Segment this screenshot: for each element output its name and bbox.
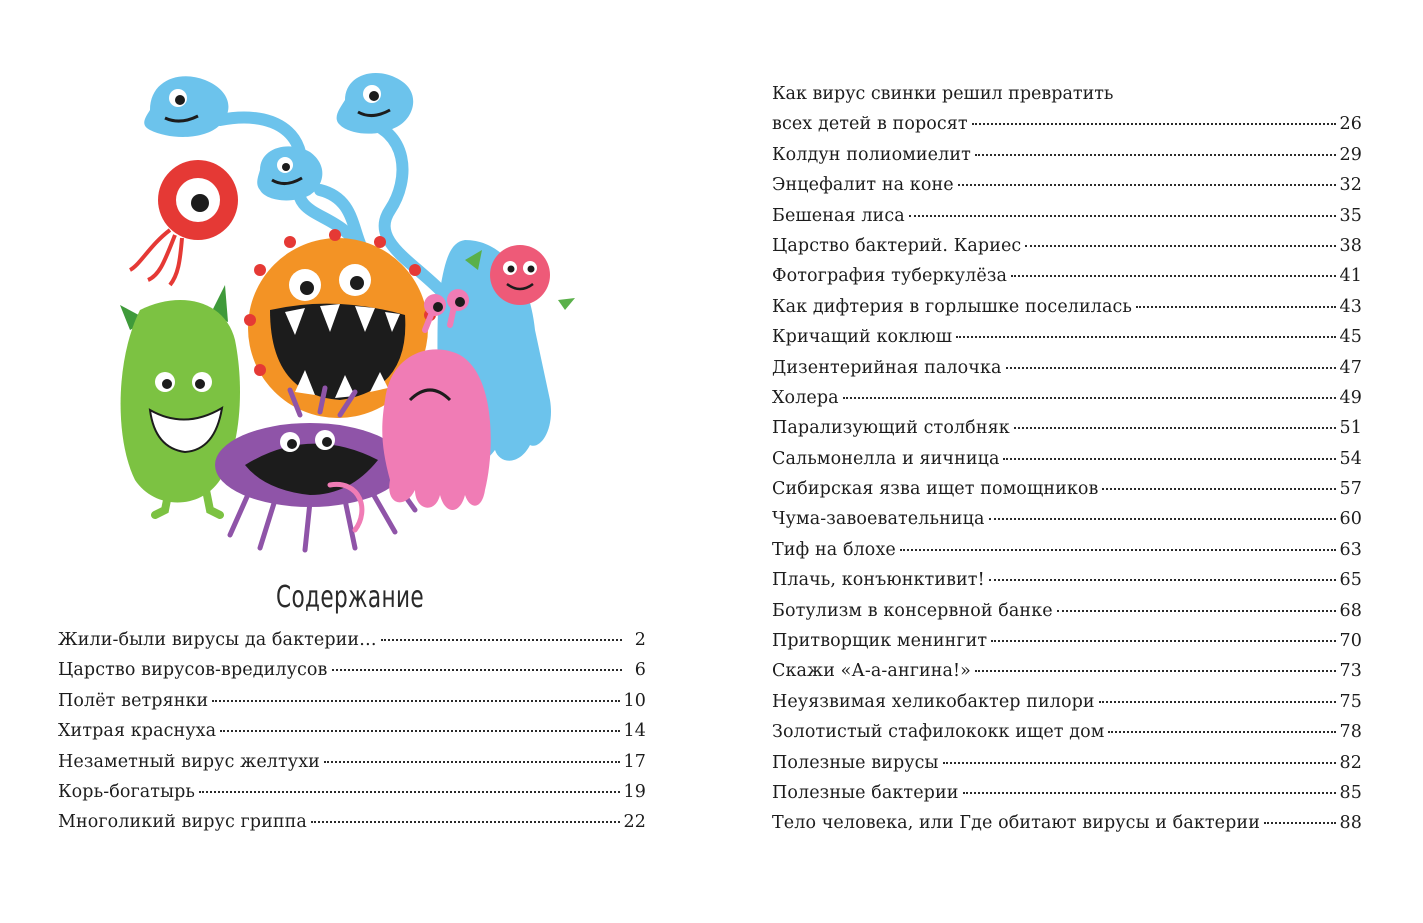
- entry-page: 6: [634, 660, 646, 681]
- toc-entry[interactable]: [772, 266, 1362, 296]
- leader-dots: [1057, 610, 1336, 612]
- leader-dots: [958, 184, 1336, 186]
- entry-title: Бешеная лиса: [772, 205, 905, 226]
- toc-entry[interactable]: [772, 601, 1362, 631]
- entry-title: Как вирус свинки решил превратить: [772, 84, 1114, 104]
- toc-entry[interactable]: [772, 479, 1362, 509]
- entry-title: Царство вирусов-вредилусов: [58, 660, 328, 681]
- entry-page: 49: [1339, 387, 1362, 408]
- entry-title: Притворщик менингит: [772, 631, 988, 652]
- leader-dots: [900, 549, 1336, 551]
- leader-dots: [989, 579, 1336, 581]
- entry-page: 14: [623, 721, 646, 742]
- entry-title: Кричащий коклюш: [772, 327, 953, 348]
- entry-page: 47: [1339, 357, 1362, 378]
- toc-entry[interactable]: [772, 753, 1362, 783]
- entry-title: Чума-завоевательница: [772, 509, 985, 530]
- toc-entry[interactable]: [772, 145, 1362, 175]
- leader-dots: [212, 700, 619, 702]
- entry-title: Как дифтерия в горлышке поселилась: [772, 296, 1133, 317]
- leader-dots: [1102, 488, 1335, 490]
- entry-page: 26: [1339, 114, 1362, 135]
- entry-title: Царство бактерий. Кариес: [772, 235, 1022, 256]
- leader-dots: [1136, 306, 1336, 308]
- leader-dots: [1006, 367, 1336, 369]
- entry-page: 70: [1339, 631, 1362, 652]
- entry-title: Незаметный вирус желтухи: [58, 751, 320, 772]
- leader-dots: [199, 791, 619, 793]
- entry-page: 10: [623, 690, 646, 711]
- entry-title: Неуязвимая хеликобактер пилори: [772, 691, 1095, 712]
- toc-entry[interactable]: [772, 358, 1362, 388]
- entry-title: Фотография туберкулёза: [772, 266, 1008, 287]
- leader-dots: [963, 792, 1336, 794]
- toc-entry[interactable]: [772, 783, 1362, 813]
- toc-entry[interactable]: [58, 782, 646, 812]
- entry-title: Жили-были вирусы да бактерии…: [58, 630, 377, 650]
- entry-page: 51: [1339, 418, 1362, 439]
- entry-page: 29: [1339, 144, 1362, 165]
- toc-entry[interactable]: [772, 692, 1362, 722]
- entry-page: 17: [623, 751, 646, 772]
- toc-entry[interactable]: [58, 630, 646, 660]
- entry-page: 43: [1339, 296, 1362, 317]
- toc-entry-first-line[interactable]: [772, 84, 1362, 114]
- entry-title: Дизентерийная палочка: [772, 357, 1002, 378]
- entry-title: Парализующий столбняк: [772, 418, 1010, 439]
- toc-entry[interactable]: [772, 327, 1362, 357]
- toc-entry[interactable]: [772, 175, 1362, 205]
- entry-title: Полезные вирусы: [772, 752, 939, 773]
- entry-page: 22: [623, 812, 646, 833]
- toc-entry[interactable]: [58, 752, 646, 782]
- entry-page: 65: [1339, 570, 1362, 591]
- entry-page: 75: [1339, 691, 1362, 712]
- entry-title: Полёт ветрянки: [58, 690, 209, 711]
- entry-page: 45: [1339, 327, 1362, 348]
- toc-entry[interactable]: [772, 722, 1362, 752]
- toc-entry[interactable]: [772, 540, 1362, 570]
- entry-title: Золотистый стафилококк ищет дом: [772, 722, 1105, 743]
- leader-dots: [1011, 275, 1336, 277]
- leader-dots: [220, 730, 619, 732]
- toc-entry[interactable]: [772, 661, 1362, 691]
- leader-dots: [332, 669, 622, 671]
- entry-title: Холера: [772, 387, 839, 408]
- entry-title: Плачь, конъюнктивит!: [772, 570, 985, 591]
- leader-dots: [972, 123, 1336, 125]
- toc-entry[interactable]: [58, 721, 646, 751]
- toc-entry[interactable]: [772, 388, 1362, 418]
- leader-dots: [909, 215, 1336, 217]
- entry-title: Колдун полиомиелит: [772, 144, 971, 165]
- leader-dots: [1014, 427, 1336, 429]
- entry-title: Энцефалит на коне: [772, 175, 954, 196]
- entry-page: 41: [1339, 266, 1362, 287]
- monsters-illustration: [110, 70, 590, 560]
- toc-list-right: [772, 84, 1362, 844]
- entry-page: 82: [1339, 752, 1362, 773]
- blue-ghost-1: [144, 76, 228, 137]
- entry-page: 68: [1339, 600, 1362, 621]
- toc-entry[interactable]: [772, 570, 1362, 600]
- entry-title: Ботулизм в консервной банке: [772, 600, 1053, 621]
- entry-page: 38: [1339, 235, 1362, 256]
- leader-dots: [843, 397, 1336, 399]
- leader-dots: [1099, 701, 1336, 703]
- entry-page: 78: [1339, 722, 1362, 743]
- leader-dots: [324, 761, 620, 763]
- leader-dots: [1108, 731, 1335, 733]
- entry-page: 2: [634, 630, 646, 650]
- leader-dots: [956, 336, 1335, 338]
- entry-title: Сибирская язва ищет помощников: [772, 479, 1099, 500]
- toc-heading: Содержание: [276, 580, 424, 615]
- leader-dots: [991, 640, 1335, 642]
- entry-page: 73: [1339, 661, 1362, 682]
- toc-entry[interactable]: [58, 812, 646, 842]
- entry-page: 54: [1339, 448, 1362, 469]
- toc-list-left: [58, 630, 646, 843]
- entry-page: 32: [1339, 175, 1362, 196]
- toc-entry[interactable]: [772, 236, 1362, 266]
- entry-page: 88: [1339, 813, 1362, 834]
- leader-dots: [1264, 822, 1336, 824]
- entry-title: Корь-богатырь: [58, 781, 196, 802]
- entry-title: Тело человека, или Где обитают вирусы и бактерии: [772, 813, 1260, 834]
- entry-title: Хитрая краснуха: [58, 721, 217, 742]
- toc-entry[interactable]: [58, 691, 646, 721]
- leader-dots: [381, 639, 622, 641]
- toc-entry[interactable]: [772, 206, 1362, 236]
- leader-dots: [975, 154, 1336, 156]
- entry-page: 19: [623, 781, 646, 802]
- leader-dots: [943, 762, 1336, 764]
- blue-ghost-2: [337, 73, 414, 134]
- entry-title: Тиф на блохе: [772, 539, 896, 560]
- entry-page: 35: [1339, 205, 1362, 226]
- entry-title: Полезные бактерии: [772, 782, 959, 803]
- entry-page: 57: [1339, 479, 1362, 500]
- entry-title: всех детей в поросят: [772, 114, 968, 135]
- toc-entry[interactable]: [58, 660, 646, 690]
- toc-entry[interactable]: [772, 418, 1362, 448]
- toc-entry[interactable]: [772, 631, 1362, 661]
- leader-dots: [1003, 458, 1335, 460]
- toc-entry[interactable]: [772, 509, 1362, 539]
- entry-title: Сальмонелла и яичница: [772, 448, 1000, 469]
- leader-dots: [311, 821, 620, 823]
- toc-entry[interactable]: [772, 114, 1362, 144]
- entry-title: Скажи «А-а-ангина!»: [772, 661, 971, 682]
- leader-dots: [989, 518, 1336, 520]
- toc-entry[interactable]: [772, 297, 1362, 327]
- toc-entry[interactable]: [772, 449, 1362, 479]
- leader-dots: [1025, 245, 1335, 247]
- entry-page: 85: [1339, 782, 1362, 803]
- entry-page: 60: [1339, 509, 1362, 530]
- entry-title: Многоликий вирус гриппа: [58, 812, 307, 833]
- blue-ghost-3: [257, 146, 322, 200]
- leader-dots: [975, 670, 1336, 672]
- red-cell-monster: [130, 160, 238, 285]
- toc-entry[interactable]: [772, 813, 1362, 843]
- entry-page: 63: [1339, 539, 1362, 560]
